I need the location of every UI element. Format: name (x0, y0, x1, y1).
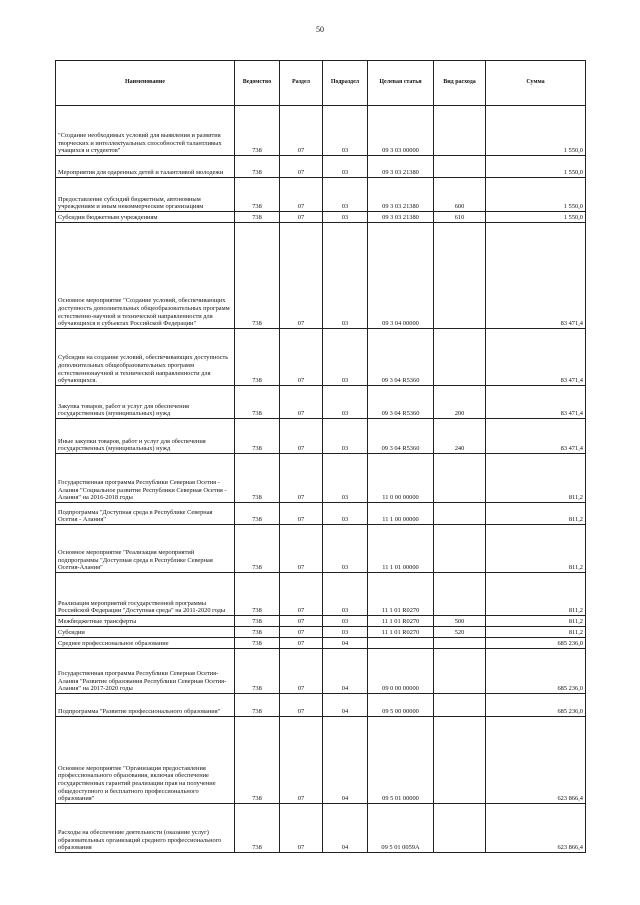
row-name: Субсидии на создание условий, обеспечивающих доступность дополнительных общеобразовательных программ естественнонаучной и технической направленности для обучающихся. (56, 329, 235, 386)
row-razdel: 07 (280, 638, 323, 649)
budget-table (55, 60, 586, 853)
row-podrazdel: 04 (323, 804, 368, 853)
table-row (56, 503, 586, 525)
row-podrazdel: 04 (323, 638, 368, 649)
row-sum: 623 866,4 (486, 804, 586, 853)
row-podrazdel: 03 (323, 106, 368, 156)
table-row (56, 573, 586, 616)
row-podrazdel: 03 (323, 627, 368, 638)
row-razdel: 07 (280, 386, 323, 419)
row-expense-type (434, 573, 486, 616)
row-expense-type (434, 638, 486, 649)
row-name: Субсидии бюджетным учреждениям (56, 212, 235, 223)
row-name: Расходы на обеспечение деятельности (оказание услуг) образовательных организаций среднего профессионального образования (56, 804, 235, 853)
row-vedomstvo: 738 (235, 223, 280, 329)
row-vedomstvo: 738 (235, 649, 280, 694)
row-target-article: 11 1 01 00000 (368, 525, 434, 573)
row-target-article: 09 5 01 0059А (368, 804, 434, 853)
row-target-article: 09 0 00 00000 (368, 649, 434, 694)
row-razdel: 07 (280, 694, 323, 717)
row-vedomstvo: 738 (235, 419, 280, 454)
row-podrazdel: 03 (323, 386, 368, 419)
row-target-article: 09 3 03 00000 (368, 106, 434, 156)
row-expense-type (434, 106, 486, 156)
row-razdel: 07 (280, 454, 323, 503)
table-row (56, 804, 586, 853)
row-sum: 685 236,0 (486, 638, 586, 649)
row-vedomstvo: 738 (235, 156, 280, 178)
row-name: Государственная программа Республики Северная Осетия - Алания "Социальное развитие Республики Северная Осетия - Алания" на 2016-2018 годы (56, 454, 235, 503)
row-sum: 1 550,0 (486, 178, 586, 212)
row-name: Предоставление субсидий бюджетным, автономным учреждениям и иным некоммерческим организациям (56, 178, 235, 212)
row-razdel: 07 (280, 223, 323, 329)
row-podrazdel: 04 (323, 694, 368, 717)
row-vedomstvo: 738 (235, 454, 280, 503)
header-name: Наименование (56, 61, 235, 106)
row-target-article: 09 3 04 R5360 (368, 386, 434, 419)
row-expense-type (434, 156, 486, 178)
row-podrazdel: 03 (323, 503, 368, 525)
table-row (56, 419, 586, 454)
row-expense-type: 610 (434, 212, 486, 223)
row-vedomstvo: 738 (235, 503, 280, 525)
row-expense-type (434, 804, 486, 853)
row-vedomstvo: 738 (235, 525, 280, 573)
table-row (56, 329, 586, 386)
row-target-article: 11 1 00 00000 (368, 503, 434, 525)
row-razdel: 07 (280, 616, 323, 627)
row-expense-type: 240 (434, 419, 486, 454)
row-target-article: 11 0 00 00000 (368, 454, 434, 503)
row-razdel: 07 (280, 649, 323, 694)
row-vedomstvo: 738 (235, 627, 280, 638)
row-name: Основное мероприятие "Организация предоставления профессионального образования, включая обеспечение государственных гарантий реализации прав на получение общедоступного и бесплатного профессионального образования" (56, 717, 235, 804)
row-razdel: 07 (280, 804, 323, 853)
row-target-article: 09 3 03 21380 (368, 156, 434, 178)
table-header-row (56, 61, 586, 106)
row-vedomstvo: 738 (235, 717, 280, 804)
row-vedomstvo: 738 (235, 638, 280, 649)
row-razdel: 07 (280, 156, 323, 178)
row-sum: 1 550,0 (486, 212, 586, 223)
row-vedomstvo: 738 (235, 386, 280, 419)
row-podrazdel: 03 (323, 178, 368, 212)
row-target-article: 09 3 03 21380 (368, 212, 434, 223)
row-name: Реализация мероприятий государственной программы Российской Федерации "Доступная среда" на 2011-2020 годы (56, 573, 235, 616)
row-sum: 811,2 (486, 525, 586, 573)
row-expense-type (434, 525, 486, 573)
row-expense-type (434, 223, 486, 329)
row-podrazdel: 03 (323, 223, 368, 329)
row-name: Иные закупки товаров, работ и услуг для обеспечения государственных (муниципальных) нужд (56, 419, 235, 454)
row-name: Основное мероприятие "Реализация мероприятий подпрограммы "Доступная среда в Республике Северная Осетия-Алания" (56, 525, 235, 573)
row-name: Подпрограмма "Развитие профессионального образования" (56, 694, 235, 717)
header-podrazdel: Подраздел (323, 61, 368, 106)
row-sum: 685 236,0 (486, 694, 586, 717)
row-name: Межбюджетные трансферты (56, 616, 235, 627)
row-name: Основное мероприятие "Создание условий, обеспечивающих доступность дополнительных общеобразовательных программ естественно-научной и технической направленности для обучающихся в субъектах Российской Федерации" (56, 223, 235, 329)
row-expense-type (434, 503, 486, 525)
table-row (56, 178, 586, 212)
row-name: Субсидии (56, 627, 235, 638)
row-target-article: 09 3 03 21380 (368, 178, 434, 212)
table-row (56, 627, 586, 638)
row-target-article: 09 3 04 R5360 (368, 419, 434, 454)
row-podrazdel: 03 (323, 454, 368, 503)
table-row (56, 638, 586, 649)
table-row (56, 525, 586, 573)
row-sum: 83 471,4 (486, 223, 586, 329)
table-row (56, 454, 586, 503)
table-row (56, 156, 586, 178)
table-row (56, 694, 586, 717)
row-target-article: 11 1 01 R0270 (368, 627, 434, 638)
header-sum: Сумма (486, 61, 586, 106)
row-sum: 685 236,0 (486, 649, 586, 694)
row-podrazdel: 03 (323, 212, 368, 223)
header-razdel: Раздел (280, 61, 323, 106)
row-vedomstvo: 738 (235, 178, 280, 212)
header-vedomstvo: Ведомство (235, 61, 280, 106)
table-row (56, 223, 586, 329)
row-vedomstvo: 738 (235, 804, 280, 853)
row-target-article: 09 5 01 00000 (368, 717, 434, 804)
row-sum: 1 550,0 (486, 156, 586, 178)
row-razdel: 07 (280, 573, 323, 616)
row-name: Подпрограмма "Доступная среда в Республике Северная Осетия - Алания" (56, 503, 235, 525)
row-expense-type: 200 (434, 386, 486, 419)
row-razdel: 07 (280, 212, 323, 223)
row-razdel: 07 (280, 525, 323, 573)
row-expense-type: 520 (434, 627, 486, 638)
row-razdel: 07 (280, 419, 323, 454)
row-name: "Создание необходимых условий для выявления и развития творческих и интеллектуальных способностей талантливых учащихся и студентов" (56, 106, 235, 156)
row-vedomstvo: 738 (235, 329, 280, 386)
row-sum: 1 550,0 (486, 106, 586, 156)
row-sum: 811,2 (486, 573, 586, 616)
row-expense-type (434, 694, 486, 717)
row-sum: 811,2 (486, 503, 586, 525)
row-sum: 623 866,4 (486, 717, 586, 804)
row-sum: 811,2 (486, 627, 586, 638)
row-expense-type (434, 717, 486, 804)
row-target-article: 11 1 01 R0270 (368, 616, 434, 627)
row-sum: 83 471,4 (486, 329, 586, 386)
row-razdel: 07 (280, 178, 323, 212)
row-expense-type (434, 454, 486, 503)
row-vedomstvo: 738 (235, 573, 280, 616)
row-razdel: 07 (280, 503, 323, 525)
table-row (56, 106, 586, 156)
row-sum: 83 471,4 (486, 419, 586, 454)
table-row (56, 616, 586, 627)
table-row (56, 649, 586, 694)
header-target-article: Целевая статья (368, 61, 434, 106)
row-name: Закупка товаров, работ и услуг для обеспечения государственных (муниципальных) нужд (56, 386, 235, 419)
row-target-article: 11 1 01 R0270 (368, 573, 434, 616)
row-sum: 811,2 (486, 454, 586, 503)
row-vedomstvo: 738 (235, 616, 280, 627)
row-podrazdel: 03 (323, 329, 368, 386)
row-vedomstvo: 738 (235, 694, 280, 717)
row-target-article: 09 3 04 R5360 (368, 329, 434, 386)
page-number: 50 (316, 25, 324, 34)
row-podrazdel: 03 (323, 525, 368, 573)
row-razdel: 07 (280, 106, 323, 156)
row-sum: 811,2 (486, 616, 586, 627)
row-razdel: 07 (280, 329, 323, 386)
row-target-article: 09 5 00 00000 (368, 694, 434, 717)
row-target-article: 09 3 04 00000 (368, 223, 434, 329)
row-razdel: 07 (280, 717, 323, 804)
row-expense-type (434, 649, 486, 694)
row-podrazdel: 03 (323, 616, 368, 627)
row-expense-type: 600 (434, 178, 486, 212)
row-vedomstvo: 738 (235, 106, 280, 156)
row-expense-type: 500 (434, 616, 486, 627)
row-vedomstvo: 738 (235, 212, 280, 223)
row-target-article (368, 638, 434, 649)
row-podrazdel: 03 (323, 156, 368, 178)
row-podrazdel: 03 (323, 573, 368, 616)
row-name: Среднее профессиональное образование (56, 638, 235, 649)
row-sum: 83 471,4 (486, 386, 586, 419)
row-expense-type (434, 329, 486, 386)
row-podrazdel: 03 (323, 419, 368, 454)
row-podrazdel: 04 (323, 649, 368, 694)
header-expense-type: Вид расхода (434, 61, 486, 106)
row-razdel: 07 (280, 627, 323, 638)
row-name: Государственная программа Республики Северная Осетия-Алания "Развитие образования Республики Северная Осетия-Алания" на 2017-2020 годы (56, 649, 235, 694)
row-name: Мероприятия для одаренных детей и талантливой молодежи (56, 156, 235, 178)
row-podrazdel: 04 (323, 717, 368, 804)
table-row (56, 386, 586, 419)
table-row (56, 717, 586, 804)
table-row (56, 212, 586, 223)
